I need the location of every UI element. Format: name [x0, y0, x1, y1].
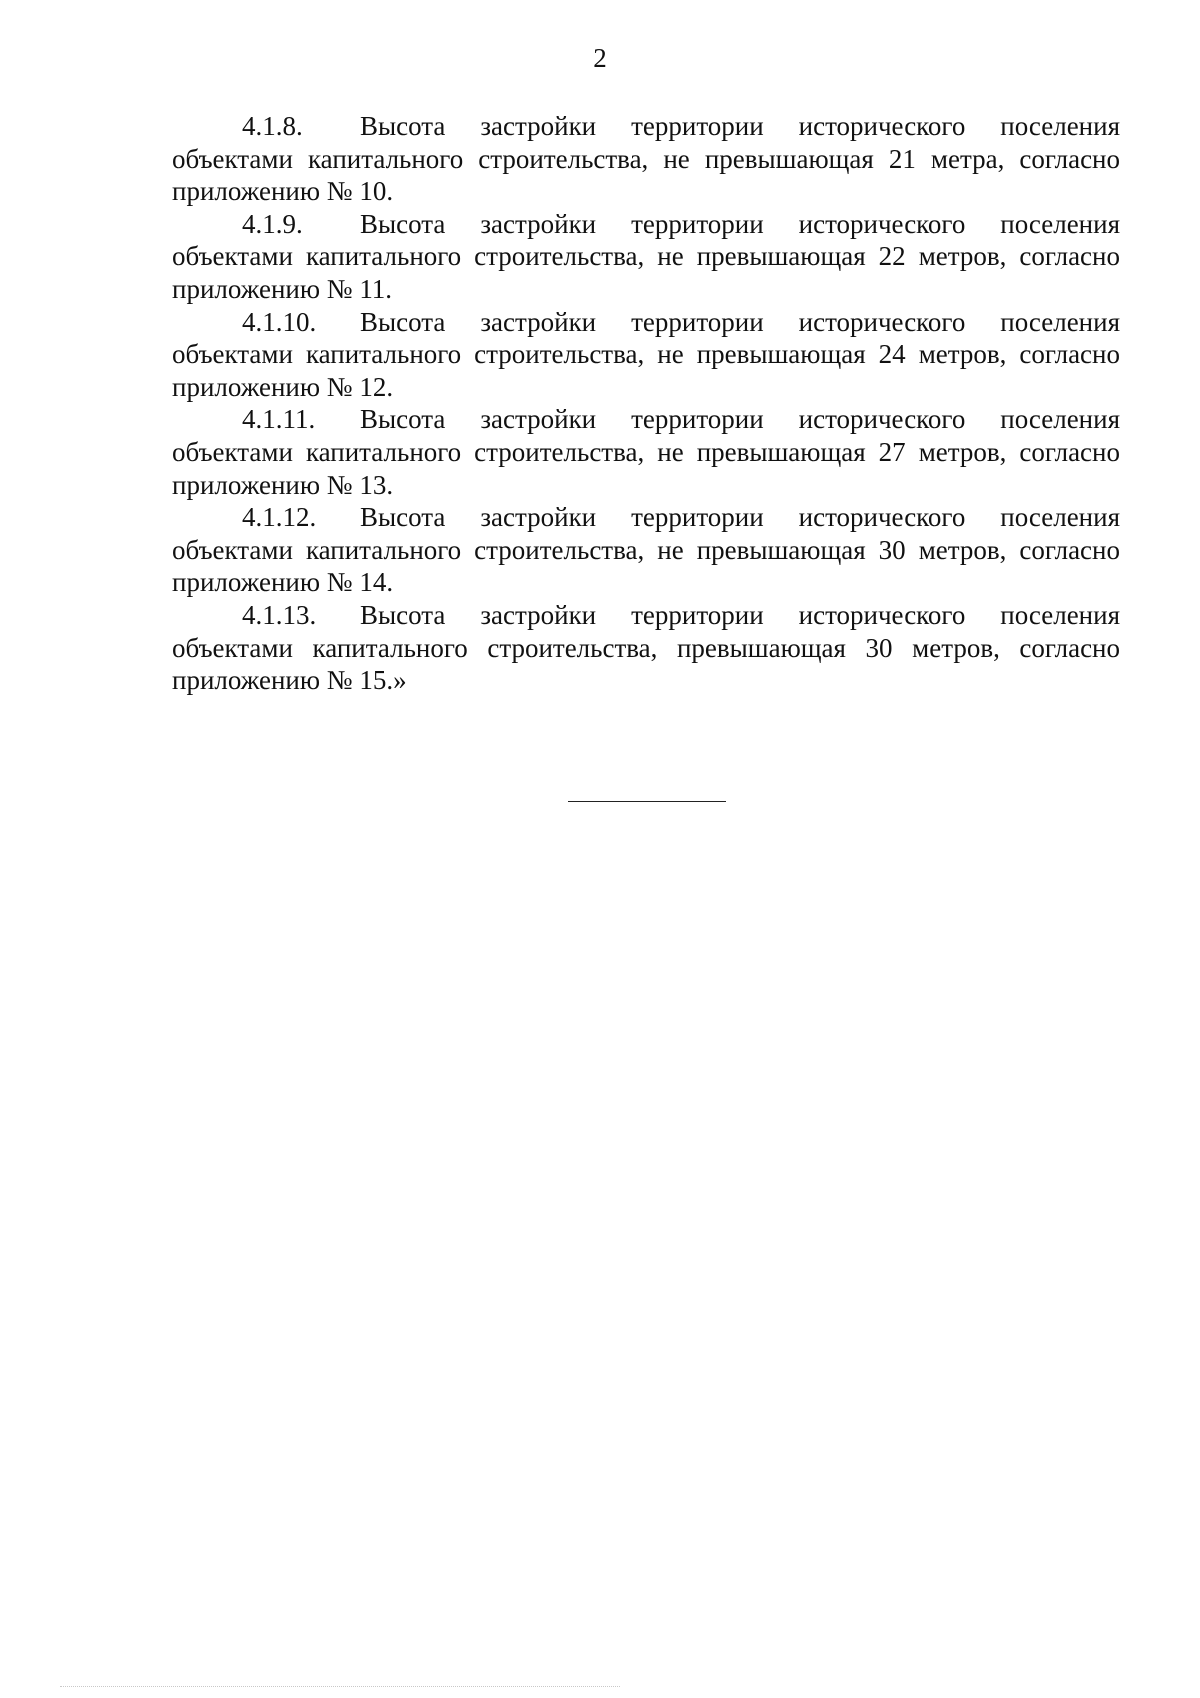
paragraph-text: Высота застройки территории исторического поселения объектами капитального строительства, не превышающая 21 метра, согласно приложению № 10.	[172, 111, 1120, 207]
paragraph-text: Высота застройки территории исторического поселения объектами капитального строительства, не превышающая 30 метров, согласно приложению № 14.	[172, 502, 1120, 598]
paragraph-number: 4.1.10.	[242, 306, 317, 337]
paragraph-text: Высота застройки территории исторического поселения объектами капитального строительства, не превышающая 27 метров, согласно приложению № 13.	[172, 404, 1120, 500]
paragraph-number: 4.1.8.	[242, 111, 303, 141]
scan-edge-artifact	[60, 1686, 620, 1687]
paragraph-text: Высота застройки территории исторического поселения объектами капитального строительства, превышающая 30 метров, согласно приложению № 15.»	[172, 599, 1120, 696]
end-of-document-line	[568, 801, 726, 802]
paragraph-number: 4.1.11.	[242, 404, 316, 435]
document-body	[172, 110, 1120, 697]
paragraph-4-1-13	[172, 599, 1120, 697]
paragraph-4-1-8	[172, 110, 1120, 208]
paragraph-number: 4.1.9.	[242, 208, 303, 239]
paragraph-4-1-10	[172, 306, 1120, 404]
paragraph-number: 4.1.12.	[242, 502, 317, 533]
paragraph-number: 4.1.13.	[242, 599, 317, 630]
paragraph-4-1-11	[172, 403, 1120, 501]
paragraph-text: Высота застройки территории исторического поселения объектами капитального строительства, не превышающая 22 метров, согласно приложению № 11.	[172, 208, 1120, 304]
paragraph-4-1-12	[172, 501, 1120, 599]
page-number: 2	[593, 43, 607, 73]
paragraph-text: Высота застройки территории исторического поселения объектами капитального строительства, не превышающая 24 метров, согласно приложению № 12.	[172, 306, 1120, 402]
paragraph-4-1-9	[172, 208, 1120, 306]
